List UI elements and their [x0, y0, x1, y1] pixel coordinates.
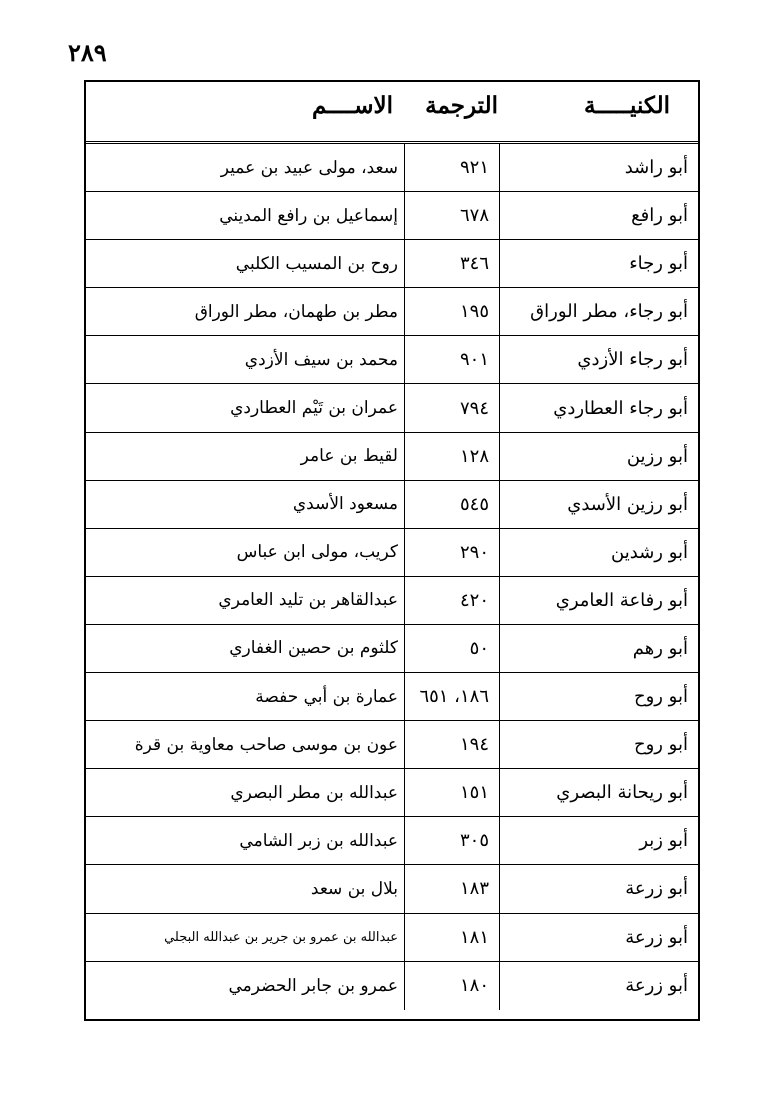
header-kunya: الكنيـــــة	[583, 92, 670, 119]
kunya-cell: أبو رجاء	[629, 253, 688, 275]
kunya-table	[84, 80, 700, 1021]
kunya-cell: أبو رجاء الأزدي	[577, 349, 688, 371]
header-tarjama: الترجمة	[425, 92, 498, 119]
table-row	[86, 336, 698, 384]
tarjama-number-cell: ١٨٠	[404, 962, 500, 1010]
kunya-cell: أبو روح	[633, 734, 688, 756]
kunya-cell: أبو رشدين	[611, 541, 688, 563]
kunya-cell: أبو زبر	[639, 830, 688, 852]
tarjama-number-cell: ٩٢١	[404, 144, 500, 191]
kunya-cell: أبو راشد	[624, 157, 688, 179]
name-cell: عمرو بن جابر الحضرمي	[228, 975, 398, 996]
tarjama-number-cell: ١٩٥	[404, 288, 500, 335]
kunya-cell: أبو رزين	[626, 445, 688, 467]
tarjama-number-cell: ٧٩٤	[404, 384, 500, 431]
page-number: ٢٨٩	[68, 38, 107, 67]
name-cell: عمران بن تَيْم العطاردي	[230, 398, 398, 419]
header-name: الاســــم	[311, 92, 393, 119]
name-cell: عمارة بن أبي حفصة	[255, 686, 398, 707]
table-row	[86, 192, 698, 240]
kunya-cell: أبو زرعة	[625, 975, 688, 997]
tarjama-number-cell: ١٨٦، ٦٥١	[404, 673, 500, 720]
kunya-cell: أبو رجاء، مطر الوراق	[530, 301, 688, 323]
tarjama-number-cell: ١٢٨	[404, 433, 500, 480]
kunya-cell: أبو زرعة	[625, 926, 688, 948]
name-cell: بلال بن سعد	[310, 878, 398, 899]
tarjama-number-cell: ١٨٣	[404, 865, 500, 912]
tarjama-number-cell: ٩٠١	[404, 336, 500, 383]
table-row	[86, 962, 698, 1010]
kunya-cell: أبو رجاء العطاردي	[553, 397, 688, 419]
tarjama-number-cell: ٢٩٠	[404, 529, 500, 576]
table-row	[86, 817, 698, 865]
kunya-cell: أبو رافع	[631, 205, 688, 227]
table-row	[86, 769, 698, 817]
kunya-cell: أبو زرعة	[625, 878, 688, 900]
table-row	[86, 865, 698, 913]
name-cell: سعد، مولى عبيد بن عمير	[220, 157, 398, 178]
tarjama-number-cell: ١٥١	[404, 769, 500, 816]
kunya-cell: أبو ريحانة البصري	[556, 782, 688, 804]
tarjama-number-cell: ٥٠	[404, 625, 500, 672]
name-cell: محمد بن سيف الأزدي	[244, 349, 398, 370]
name-cell: لقيط بن عامر	[300, 446, 398, 467]
name-cell: إسماعيل بن رافع المديني	[219, 205, 398, 226]
table-row	[86, 529, 698, 577]
table-row	[86, 914, 698, 962]
table-row	[86, 240, 698, 288]
name-cell: عبدالله بن مطر البصري	[230, 782, 398, 803]
name-cell: روح بن المسيب الكلبي	[235, 253, 398, 274]
tarjama-number-cell: ٦٧٨	[404, 192, 500, 239]
table-row	[86, 144, 698, 192]
name-cell: عبدالله بن زبر الشامي	[239, 830, 398, 851]
tarjama-number-cell: ٤٢٠	[404, 577, 500, 624]
table-header	[86, 82, 698, 144]
kunya-cell: أبو رهم	[632, 637, 688, 659]
table-body	[86, 144, 698, 1010]
table-row	[86, 577, 698, 625]
kunya-cell: أبو رفاعة العامري	[555, 589, 688, 611]
name-cell: مسعود الأسدي	[292, 494, 398, 515]
kunya-cell: أبو رزين الأسدي	[567, 493, 688, 515]
table-row	[86, 673, 698, 721]
table-row	[86, 384, 698, 432]
table-row	[86, 433, 698, 481]
name-cell: كلثوم بن حصين الغفاري	[229, 638, 398, 659]
name-cell: عبدالله بن عمرو بن جرير بن عبدالله البجلي	[164, 929, 398, 945]
table-row	[86, 288, 698, 336]
name-cell: عبدالقاهر بن تليد العامري	[218, 590, 398, 611]
table-row	[86, 481, 698, 529]
tarjama-number-cell: ١٨١	[404, 914, 500, 961]
table-row	[86, 721, 698, 769]
tarjama-number-cell: ١٩٤	[404, 721, 500, 768]
name-cell: كريب، مولى ابن عباس	[236, 542, 398, 563]
tarjama-number-cell: ٥٤٥	[404, 481, 500, 528]
name-cell: عون بن موسى صاحب معاوية بن قرة	[134, 734, 398, 755]
name-cell: مطر بن طهمان، مطر الوراق	[194, 301, 398, 322]
table-row	[86, 625, 698, 673]
kunya-cell: أبو روح	[633, 686, 688, 708]
tarjama-number-cell: ٣٤٦	[404, 240, 500, 287]
tarjama-number-cell: ٣٠٥	[404, 817, 500, 864]
